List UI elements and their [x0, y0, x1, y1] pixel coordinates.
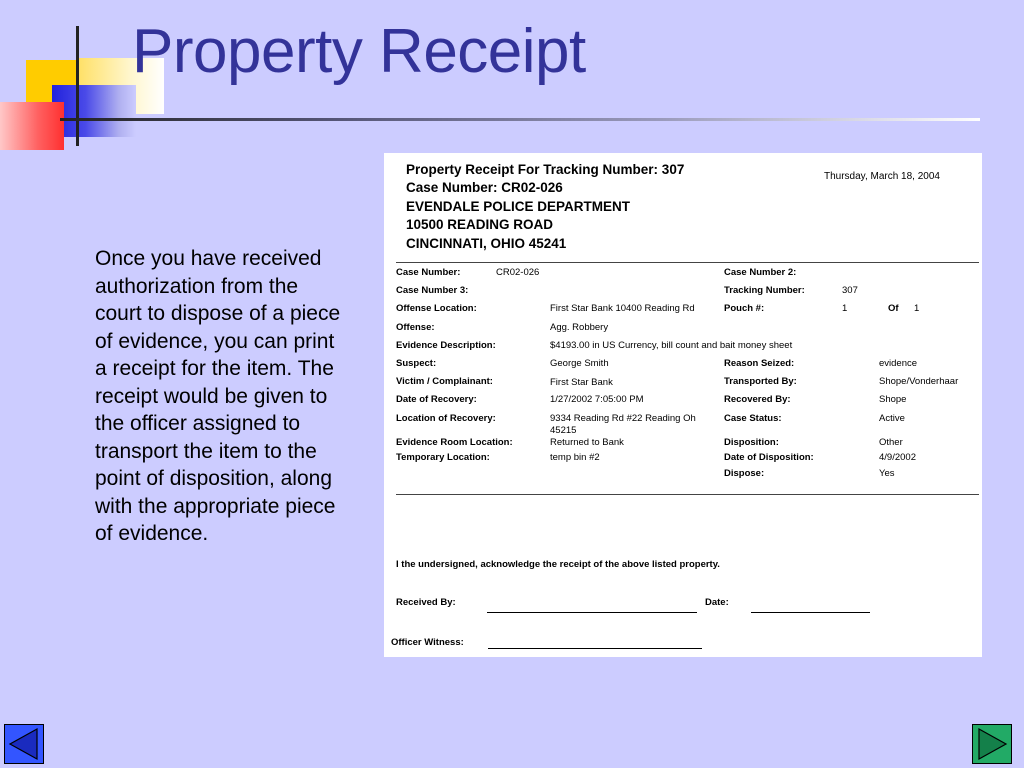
next-slide-button[interactable] — [972, 724, 1012, 764]
date-of-disposition-label: Date of Disposition: — [724, 452, 814, 463]
receipt-title: Property Receipt For Tracking Number: 307 — [406, 162, 685, 177]
recovered-by-value: Shope — [879, 394, 907, 405]
property-receipt-image — [384, 153, 982, 657]
acknowledgement-text: I the undersigned, acknowledge the receipt of the above listed property. — [396, 559, 720, 570]
decorative-block-red — [0, 102, 64, 150]
suspect-label: Suspect: — [396, 358, 437, 369]
temporary-location-value: temp bin #2 — [550, 452, 600, 463]
receipt-city: CINCINNATI, OHIO 45241 — [406, 235, 567, 251]
location-of-recovery-label: Location of Recovery: — [396, 413, 496, 424]
victim-label: Victim / Complainant: — [396, 376, 493, 387]
dispose-label: Dispose: — [724, 468, 765, 479]
recovered-by-label: Recovered By: — [724, 394, 791, 405]
victim-value: First Star Bank — [550, 377, 613, 388]
pouch-value: 1 — [842, 303, 848, 314]
offense-location-value: First Star Bank 10400 Reading Rd — [550, 303, 695, 314]
evidence-room-location-label: Evidence Room Location: — [396, 437, 513, 448]
temporary-location-label: Temporary Location: — [396, 452, 490, 463]
evidence-room-location-value: Returned to Bank — [550, 437, 624, 448]
receipt-department: EVENDALE POLICE DEPARTMENT — [406, 198, 631, 214]
offense-value: Agg. Robbery — [550, 322, 609, 333]
previous-slide-button[interactable] — [4, 724, 44, 764]
tracking-number-value: 307 — [842, 285, 858, 296]
receipt-address: 10500 READING ROAD — [406, 217, 554, 233]
location-of-recovery-value: 9334 Reading Rd #22 Reading Oh — [550, 413, 696, 424]
receipt-case-number: Case Number: CR02-026 — [406, 180, 563, 196]
transported-by-value: Shope/Vonderhaar — [879, 376, 959, 387]
receipt-divider-bottom — [396, 494, 979, 495]
reason-seized-value: evidence — [879, 358, 918, 369]
received-by-signature-line — [487, 612, 697, 613]
disposition-value: Other — [879, 437, 903, 448]
suspect-value: George Smith — [550, 358, 609, 369]
officer-witness-signature-line — [488, 648, 702, 649]
receipt-date: Thursday, March 18, 2004 — [824, 171, 940, 182]
triangle-left-icon — [4, 724, 44, 764]
date-of-disposition-value: 4/9/2002 — [879, 452, 916, 463]
case-status-value: Active — [879, 413, 905, 424]
offense-label: Offense: — [396, 322, 435, 333]
title-underline — [60, 118, 980, 121]
evidence-description-value: $4193.00 in US Currency, bill count and bait money sheet — [550, 340, 793, 351]
signature-date-line — [751, 612, 870, 613]
tracking-number-label: Tracking Number: — [724, 285, 805, 296]
decorative-vertical-line — [76, 26, 79, 146]
reason-seized-label: Reason Seized: — [724, 358, 795, 369]
slide-title: Property Receipt — [132, 17, 586, 86]
location-of-recovery-zip: 45215 — [550, 425, 577, 436]
case-number-value: CR02-026 — [496, 267, 540, 278]
case-number-label: Case Number: — [396, 267, 461, 278]
case-number-2-label: Case Number 2: — [724, 267, 797, 278]
dispose-value: Yes — [879, 468, 895, 479]
decorative-block-blue — [52, 85, 136, 137]
offense-location-label: Offense Location: — [396, 303, 477, 314]
receipt-divider-top — [396, 262, 979, 263]
transported-by-label: Transported By: — [724, 376, 797, 387]
receipt-header — [406, 161, 684, 253]
signature-date-label: Date: — [705, 597, 729, 608]
date-of-recovery-value: 1/27/2002 7:05:00 PM — [550, 394, 644, 405]
pouch-label: Pouch #: — [724, 303, 765, 314]
case-number-3-label: Case Number 3: — [396, 285, 469, 296]
slide-body-text: Once you have received authorization from the court to dispose of a piece of evidence, you can print a receipt for the item. The receipt would be given to the officer assigned to transport the item to the point of disposition, along with the appropriate piece of evidence. — [95, 247, 341, 545]
pouch-of-value: 1 — [914, 303, 920, 314]
date-of-recovery-label: Date of Recovery: — [396, 394, 477, 405]
officer-witness-label: Officer Witness: — [391, 637, 464, 648]
received-by-label: Received By: — [396, 597, 456, 608]
evidence-description-label: Evidence Description: — [396, 340, 496, 351]
pouch-of-label: Of — [888, 303, 899, 314]
disposition-label: Disposition: — [724, 437, 779, 448]
case-status-label: Case Status: — [724, 413, 782, 424]
triangle-right-icon — [972, 724, 1012, 764]
